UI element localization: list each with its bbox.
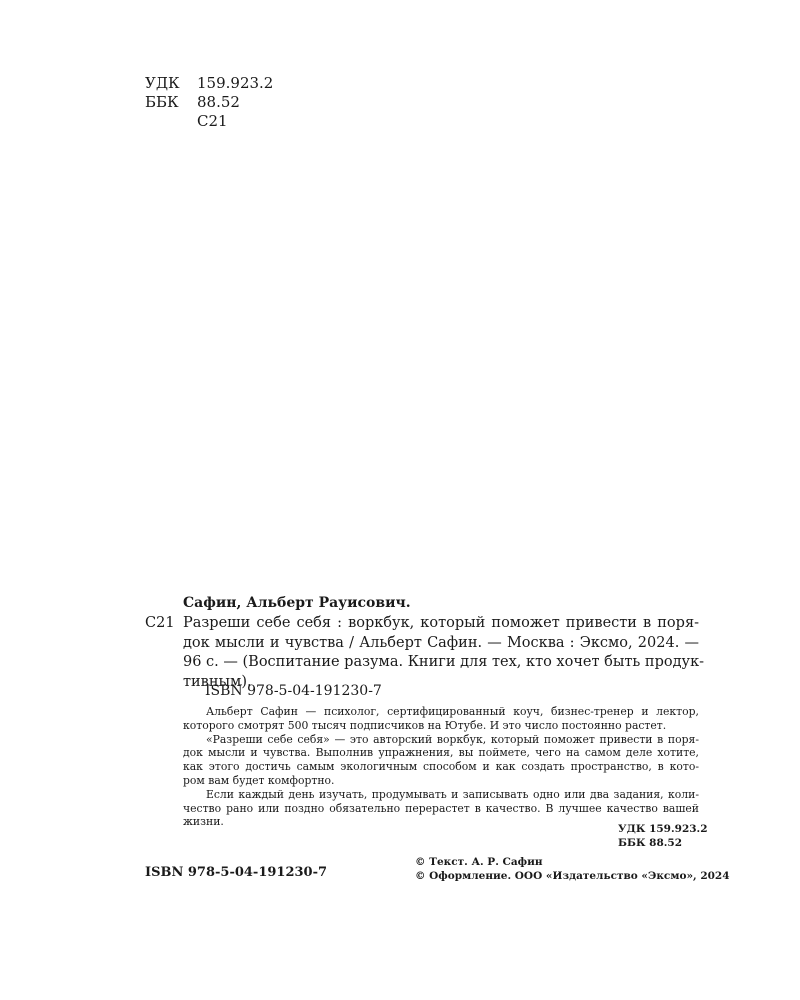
annotation-line: как этого достичь самым экологичным способом и как создать пространство, в кото- (183, 760, 699, 774)
annotation-line: ром вам будет комфортно. (183, 773, 335, 787)
description-line: тивным). (183, 673, 252, 690)
copyright-block (415, 855, 730, 883)
annotation-line: Если каждый день изучать, продумывать и записывать одно или два задания, коли- (206, 787, 699, 801)
udk-label: УДК (145, 74, 180, 92)
udk-value: 159.923.2 (197, 74, 274, 92)
footer-bbk: ББК 88.52 (618, 837, 683, 849)
footer-classification (618, 822, 708, 850)
record-author: Сафин, Альберт Рауисович. (183, 595, 411, 611)
footer-udk: УДК 159.923.2 (618, 823, 708, 835)
copyright-text: © Текст. А. Р. Сафин (415, 856, 543, 868)
description-line: 96 с. — (Воспитание разума. Книги для тех, кто хочет быть продук- (183, 654, 705, 670)
record-description (183, 614, 705, 692)
annotation-line: жизни. (183, 815, 224, 829)
author-cipher: С21 (197, 112, 228, 130)
footer-isbn: ISBN 978-5-04-191230-7 (145, 865, 328, 880)
bbk-value: 88.52 (197, 93, 240, 111)
author-cipher-row (145, 112, 228, 131)
annotation (183, 705, 699, 829)
bbk-label: ББК (145, 93, 179, 111)
description-line: Разреши себе себя : воркбук, который поможет привести в поря- (183, 615, 699, 631)
bbk-row (145, 93, 240, 112)
annotation-line: чество рано или поздно обязательно перерастет в качество. В лучшее качество вашей (183, 801, 699, 815)
record-isbn: ISBN 978-5-04-191230-7 (205, 683, 382, 699)
annotation-line: док мысли и чувства. Выполнив упражнения, вы поймете, чего на самом деле хотите, (183, 746, 699, 760)
annotation-line: «Разреши себе себя» — это авторский воркбук, который поможет привести в поря- (206, 732, 699, 746)
copyright-design: © Оформление. ООО «Издательство «Эксмо», 2024 (415, 870, 730, 882)
udk-row (145, 74, 273, 93)
annotation-line: которого смотрят 500 тысяч подписчиков на Ютубе. И это число постоянно растет. (183, 718, 667, 732)
record-cipher: С21 (145, 615, 175, 631)
annotation-line: Альберт Сафин — психолог, сертифицированный коуч, бизнес-тренер и лектор, (206, 705, 699, 718)
description-line: док мысли и чувства / Альберт Сафин. — Москва : Эксмо, 2024. — (183, 634, 699, 651)
